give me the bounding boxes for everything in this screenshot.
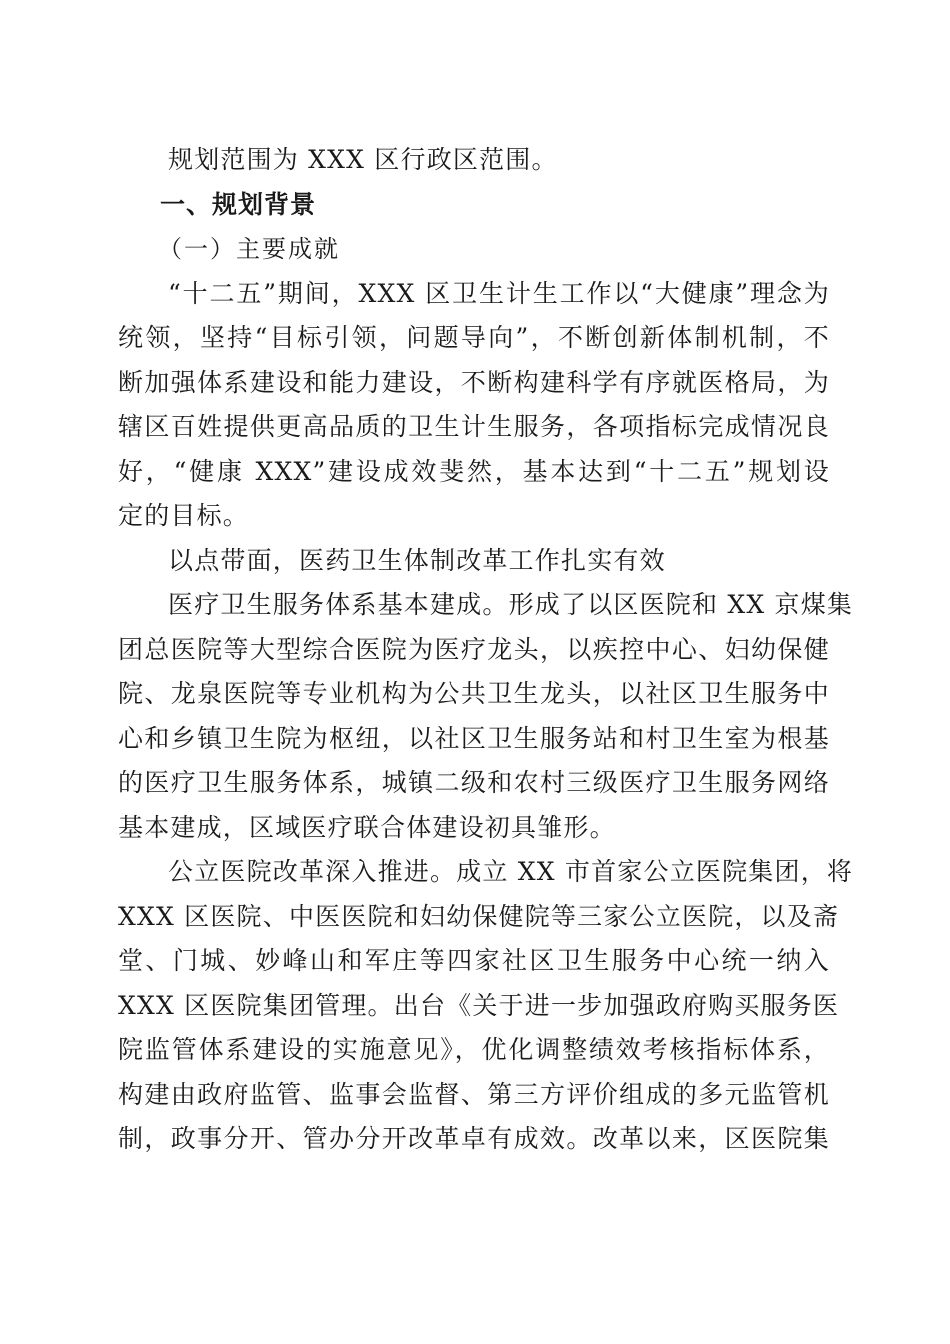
section-heading: 一、规划背景 [160,189,317,219]
paragraph-line: 好，“健康 XXX”建设成效斐然，基本达到“十二五”规划设 [118,456,830,486]
paragraph-public-hospital-reform [118,850,854,1162]
paragraph-line: 院、龙泉医院等专业机构为公共卫生龙头，以社区卫生服务中 [118,679,830,708]
paragraph-line: 断加强体系建设和能力建设，不断构建科学有序就医格局，为 [118,367,830,397]
paragraph-line: 统领，坚持“目标引领，问题导向”，不断创新体制机制，不 [118,323,830,352]
paragraph-achievements-overview [118,272,830,539]
paragraph-line: 公立医院改革深入推进。成立 XX 市首家公立医院集团，将 [168,857,854,886]
scope-line: 规划范围为 XXX 区行政区范围。 [168,145,558,174]
paragraph-line: “十二五”期间，XXX 区卫生计生工作以“大健康”理念为 [168,278,830,308]
paragraph-line: 心和乡镇卫生院为枢纽，以社区卫生服务站和村卫生室为根基 [118,723,830,753]
paragraph-line: 制，政事分开、管办分开改革卓有成效。改革以来，区医院集 [118,1124,830,1153]
paragraph-line: 院监管体系建设的实施意见》，优化调整绩效考核指标体系， [118,1035,830,1064]
paragraph-service-system [118,583,854,850]
paragraph-line: 团总医院等大型综合医院为医疗龙头，以疾控中心、妇幼保健 [118,634,830,664]
paragraph-line: 定的目标。 [118,501,250,530]
paragraph-line: 辖区百姓提供更高品质的卫生计生服务，各项指标完成情况良 [118,412,830,441]
subsection-heading: （一）主要成就 [158,235,340,263]
paragraph-line: 的医疗卫生服务体系，城镇二级和农村三级医疗卫生服务网络 [118,768,830,797]
paragraph-line: 构建由政府监管、监事会监督、第三方评价组成的多元监管机 [118,1079,830,1109]
paragraph-line: 基本建成，区域医疗联合体建设初具雏形。 [118,812,616,842]
paragraph-line: 医疗卫生服务体系基本建成。形成了以区医院和 XX 京煤集 [168,590,854,619]
paragraph-reform-title [118,539,830,584]
paragraph-line: 以点带面，医药卫生体制改革工作扎实有效 [168,545,666,575]
document-body [118,138,854,1162]
paragraph-line: 堂、门城、妙峰山和军庄等四家社区卫生服务中心统一纳入 [118,946,830,975]
paragraph-line: XXX 区医院、中医医院和妇幼保健院等三家公立医院，以及斋 [118,901,840,931]
paragraph-line: XXX 区医院集团管理。出台《关于进一步加强政府购买服务医 [118,990,840,1020]
